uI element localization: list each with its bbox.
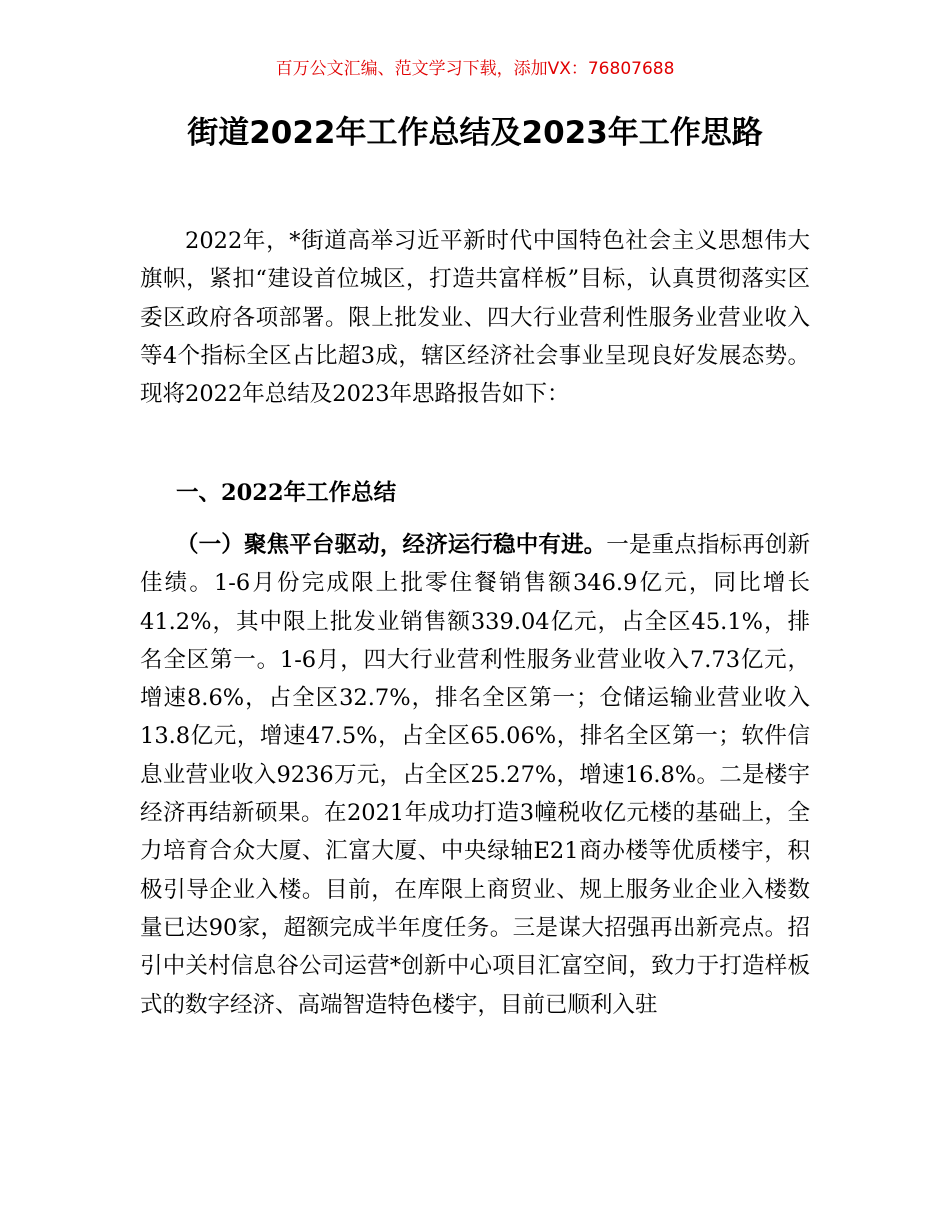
subsection-body-text: 一是重点指标再创新佳绩。1-6月份完成限上批零住餐销售额346.9亿元，同比增长41.2%，其中限上批发业销售额339.04亿元，占全区45.1%，排名全区第一。1-6月，四大行业营利性服务业营业收入7.73亿元，增速8.6%，占全区32.7%，排名全区第一；仓储运输业营业收入13.8亿元，增速47.5%，占全区65.06%，排名全区第一；软件信息业营业收入9236万元，占全区25.27%，增速16.8%。二是楼宇经济再结新硕果。在2021年成功打造3幢税收亿元楼的基础上，全力培育合众大厦、汇富大厦、中央绿轴E21商办楼等优质楼宇，积极引导企业入楼。目前，在库限上商贸业、规上服务业企业入楼数量已达90家，超额完成半年度任务。三是谋大招强再出新亮点。招引中关村信息谷公司运营*创新中心项目汇富空间，致力于打造样板式的数字经济、高端智造特色楼宇，目前已顺利入驻 — [140, 532, 810, 1018]
watermark-banner: 百万公文汇编、范文学习下载，添加VX：76807688 — [275, 59, 675, 79]
subsection-lead: （一）聚焦平台驱动，经济运行稳中有进。 — [176, 532, 607, 558]
section-paragraph-economy — [140, 526, 810, 1024]
section-heading-2022-summary: 一、2022年工作总结 — [176, 480, 397, 506]
document-title: 街道2022年工作总结及2023年工作思路 — [187, 115, 763, 151]
intro-paragraph: 2022年，*街道高举习近平新时代中国特色社会主义思想伟大旗帜，紧扣“建设首位城区，打造共富样板”目标，认真贯彻落实区委区政府各项部署。限上批发业、四大行业营利性服务业营业收入等4个指标全区占比超3成，辖区经济社会事业呈现良好发展态势。现将2022年总结及2023年思路报告如下： — [140, 228, 810, 408]
